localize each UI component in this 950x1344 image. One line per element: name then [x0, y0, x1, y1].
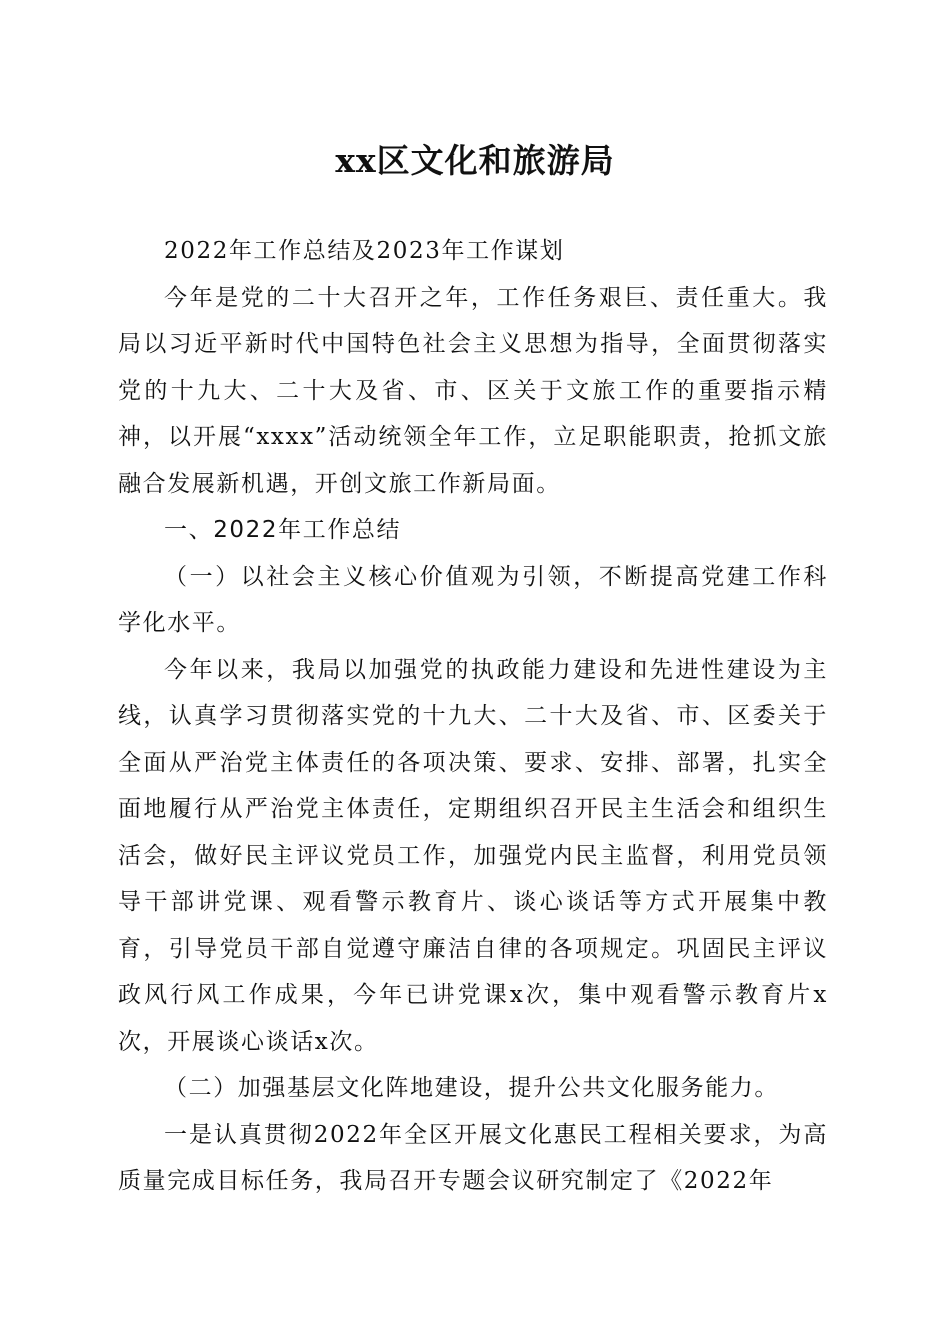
body-paragraph: 一是认真贯彻2022年全区开展文化惠民工程相关要求，为高质量完成目标任务，我局召开专题会议研究制定了《2022年 [118, 1121, 828, 1194]
body-paragraph: 今年以来，我局以加强党的执政能力建设和先进性建设为主线，认真学习贯彻落实党的十九大、二十大及省、市、区委关于全面从严治党主体责任的各项决策、要求、安排、部署，扎实全面地履行从严治党主体责任，定期组织召开民主生活会和组织生活会，做好民主评议党员工作，加强党内民主监督，利用党员领导干部讲党课、观看警示教育片、谈心谈话等方式开展集中教育，引导党员干部自觉遵守廉洁自律的各项规定。巩固民主评议政风行风工作成果，今年已讲党课x次，集中观看警示教育片x次，开展谈心谈话x次。 [118, 656, 828, 1055]
subsection-heading: （一）以社会主义核心价值观为引领，不断提高党建工作科学化水平。 [118, 563, 828, 636]
document-title: xx区文化和旅游局 [335, 141, 615, 180]
intro-paragraph: 今年是党的二十大召开之年，工作任务艰巨、责任重大。我局以习近平新时代中国特色社会主义思想为指导，全面贯彻落实党的十九大、二十大及省、市、区关于文旅工作的重要指示精神，以开展“xxxx”活动统领全年工作，立足职能职责，抢抓文旅融合发展新机遇，开创文旅工作新局面。 [118, 284, 828, 497]
section-heading: 一、2022年工作总结 [164, 517, 402, 543]
subtitle-paragraph: 2022年工作总结及2023年工作谋划 [164, 238, 565, 264]
subsection-heading: （二）加强基层文化阵地建设，提升公共文化服务能力。 [164, 1075, 779, 1101]
document-body [118, 228, 828, 1205]
